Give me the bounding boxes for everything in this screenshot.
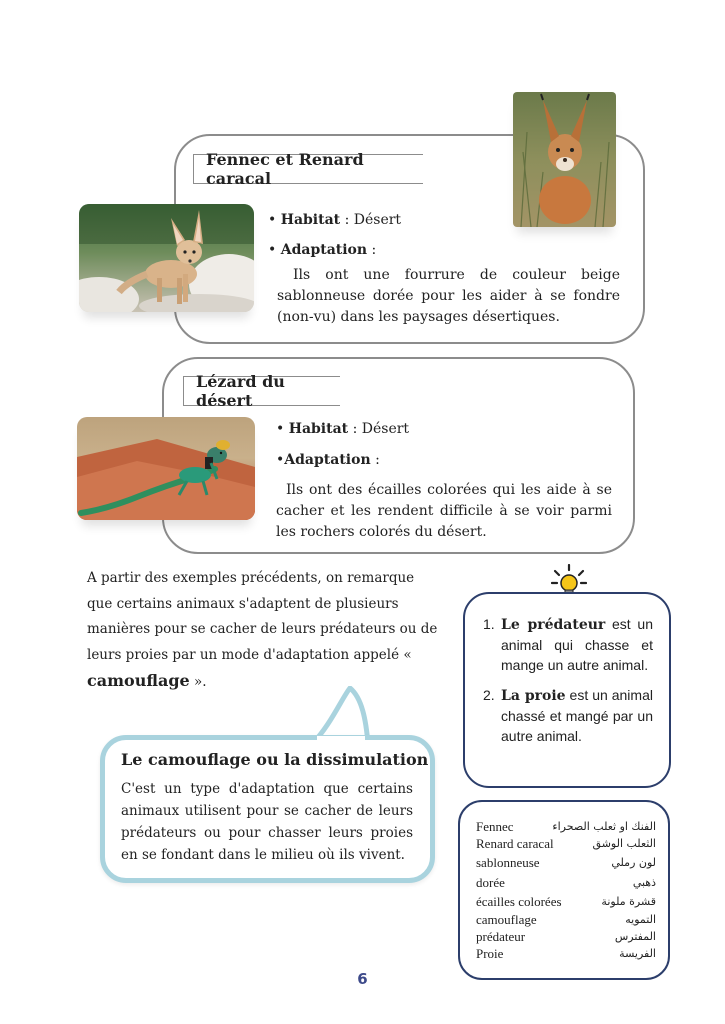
lizard-description [276,480,612,543]
page-number: 6 [357,970,368,988]
note-item-prey [483,685,653,746]
vocab-french: Renard caracal [476,835,554,851]
vocab-row [476,944,656,963]
note-text [501,614,653,675]
speech-bubble-joint [317,736,365,742]
habitat-label: Habitat [280,212,341,228]
vocab-arabic: الفنك او ثعلب الصحراء [552,820,656,833]
fennec-section-title-text: Fennec et Renard caracal [206,150,364,188]
fennec-adaptation [268,240,618,261]
vocab-french: écailles colorées [476,893,562,909]
fennec-description [277,265,620,328]
vocab-arabic: الفريسة [619,947,656,960]
habitat-label: Habitat [288,421,349,437]
intro-text: A partir des exemples précédents, on remarque que certains animaux s'adaptent de plusieurs manières pour se cacher de leurs prédateurs ou de leurs proies par un mode d'adaptation appelé « [87,570,438,663]
note-number: 1. [483,616,495,632]
fennec-photo [79,204,254,312]
vocab-arabic: الثعلب الوشق [592,837,656,850]
note-term: La proie [501,688,566,704]
definitions-notes-box [463,592,671,788]
definition-box [100,735,435,883]
vocab-french: camouflage [476,911,537,927]
vocab-row [476,873,656,892]
vocab-arabic: ذهبي [632,876,656,889]
fennec-section-title [193,150,423,188]
lizard-habitat [276,419,616,440]
definition-title: Le camouflage ou la dissimulation [121,750,429,769]
vocab-row [476,853,656,872]
habitat-value: : Désert [348,421,410,437]
lizard-photo [77,417,255,520]
vocab-arabic: المفترس [614,930,656,943]
bullet: • [268,212,281,228]
camouflage-keyword: camouflage [87,671,190,690]
vocab-french: Proie [476,945,504,961]
vocab-arabic: لون رملي [611,856,656,869]
note-text [501,685,653,746]
note-definition: est un animal qui chasse et mange un autre animal. [501,616,653,673]
note-term: Le prédateur [501,617,606,633]
habitat-value: : Désert [340,212,402,228]
adaptation-suffix: : [370,452,380,468]
lizard-description-text: Ils ont des écailles colorées qui les aide à se cacher et les rendent difficile à se voir parmi les rochers colorés du désert. [276,482,612,540]
bullet: • [276,452,285,468]
intro-end: ». [189,674,207,690]
lizard-section-title [183,372,340,410]
vocab-french: dorée [476,874,505,890]
lizard-adaptation [276,450,616,471]
vocab-row [476,892,656,911]
note-number: 2. [483,687,495,703]
bullet: • [276,421,289,437]
note-definition: est un animal chassé et mangé par un autre animal. [501,687,653,744]
adaptation-suffix: : [367,242,377,258]
vocab-french: prédateur [476,928,526,944]
fennec-description-text: Ils ont une fourrure de couleur beige sablonneuse dorée pour les aider à se fondre (non-vu) dans les paysages désertiques. [277,267,620,325]
vocab-row [476,834,656,853]
vocab-arabic: التمويه [625,913,656,926]
caracal-photo [513,92,616,227]
vocab-french: Fennec [476,818,514,834]
fennec-habitat [268,210,618,231]
adaptation-label: Adaptation [280,242,368,258]
notes-list [483,614,653,756]
bullet: • [268,242,281,258]
adaptation-label: Adaptation [284,452,371,468]
note-item-predator [483,614,653,675]
vocab-arabic: قشرة ملونة [601,895,656,908]
vocab-french: sablonneuse [476,854,540,870]
lizard-section-title-text: Lézard du désert [196,372,285,410]
definition-text: C'est un type d'adaptation que certains animaux utilisent pour se cacher de leurs prédateurs ou pour chasser leurs proies en se fondant dans le milieu où ils vivent. [121,781,413,863]
intro-paragraph [87,566,442,696]
vocabulary-box [458,800,670,980]
